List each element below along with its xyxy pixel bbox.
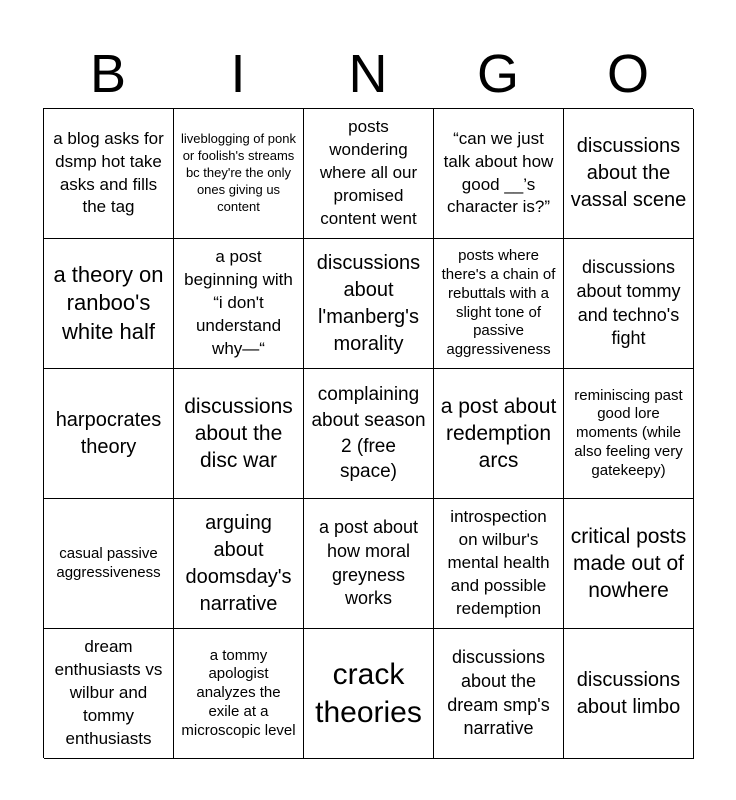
header-letter-n: N — [348, 44, 388, 104]
header-letter-b: B — [89, 44, 127, 104]
bingo-header — [43, 38, 693, 110]
cell-text: a post about redemption arcs — [440, 394, 557, 473]
cell-text: a post beginning with “i don't understand why—“ — [184, 247, 293, 358]
cell-text: dream enthusiasts vs wilbur and tommy enthusiasts — [54, 637, 163, 748]
bingo-cell[interactable] — [174, 239, 304, 369]
cell-text: posts wondering where all our promised content went — [319, 117, 418, 228]
bingo-cell[interactable] — [174, 109, 304, 239]
cell-text: posts where there's a chain of rebuttals with a slight tone of passive aggressiveness — [441, 247, 556, 358]
cell-text: a tommy apologist analyzes the exile at a microscopic level — [181, 646, 296, 739]
cell-text: discussions about tommy and techno's fight — [576, 257, 681, 349]
bingo-cell[interactable] — [44, 239, 174, 369]
bingo-cell[interactable] — [434, 369, 564, 499]
cell-text: complaining about season 2 (free space) — [311, 384, 426, 483]
bingo-cell[interactable] — [564, 239, 694, 369]
bingo-cell[interactable] — [174, 629, 304, 759]
bingo-cell[interactable] — [564, 629, 694, 759]
bingo-board — [43, 108, 693, 758]
cell-text: arguing about doomsday's narrative — [185, 511, 292, 615]
cell-text: liveblogging of ponk or foolish's streams bc they're the only ones giving us content — [181, 131, 296, 214]
bingo-cell[interactable] — [434, 629, 564, 759]
bingo-cell[interactable] — [304, 369, 434, 499]
cell-text: “can we just talk about how good __’s character is?” — [443, 128, 554, 217]
bingo-cell[interactable] — [174, 499, 304, 629]
cell-text: discussions about the disc war — [184, 394, 293, 473]
cell-text: casual passive aggressiveness — [56, 544, 161, 581]
cell-text: critical posts made out of nowhere — [570, 524, 687, 603]
bingo-cell[interactable] — [564, 369, 694, 499]
header-letter-o: O — [606, 44, 649, 104]
cell-text: crack theories — [315, 658, 422, 729]
cell-text: reminiscing past good lore moments (while also feeling very gatekeepy) — [574, 386, 683, 479]
bingo-cell[interactable] — [304, 239, 434, 369]
bingo-cell[interactable] — [564, 499, 694, 629]
bingo-cell[interactable] — [434, 239, 564, 369]
bingo-cell[interactable] — [44, 499, 174, 629]
cell-text: a theory on ranboo's white half — [53, 262, 164, 344]
cell-text: a blog asks for dsmp hot take asks and fills the tag — [53, 128, 164, 217]
cell-text: introspection on wilbur's mental health and possible redemption — [447, 507, 550, 618]
bingo-cell[interactable] — [564, 109, 694, 239]
bingo-cell[interactable] — [44, 629, 174, 759]
bingo-cell[interactable] — [44, 369, 174, 499]
cell-text: discussions about limbo — [576, 668, 681, 718]
bingo-cell[interactable] — [304, 499, 434, 629]
bingo-cell[interactable] — [304, 629, 434, 759]
cell-text: discussions about the vassal scene — [570, 135, 687, 211]
cell-text: a post about how moral greyness works — [318, 517, 419, 609]
cell-text: harpocrates theory — [55, 408, 162, 458]
header-letter-i: I — [230, 44, 246, 104]
bingo-cell[interactable] — [44, 109, 174, 239]
header-letter-g: G — [476, 44, 519, 104]
bingo-cell[interactable] — [174, 369, 304, 499]
bingo-cell[interactable] — [434, 109, 564, 239]
cell-text: discussions about l'manberg's morality — [316, 251, 421, 355]
cell-text: discussions about the dream smp's narrative — [447, 647, 550, 739]
bingo-cell[interactable] — [434, 499, 564, 629]
bingo-cell[interactable] — [304, 109, 434, 239]
